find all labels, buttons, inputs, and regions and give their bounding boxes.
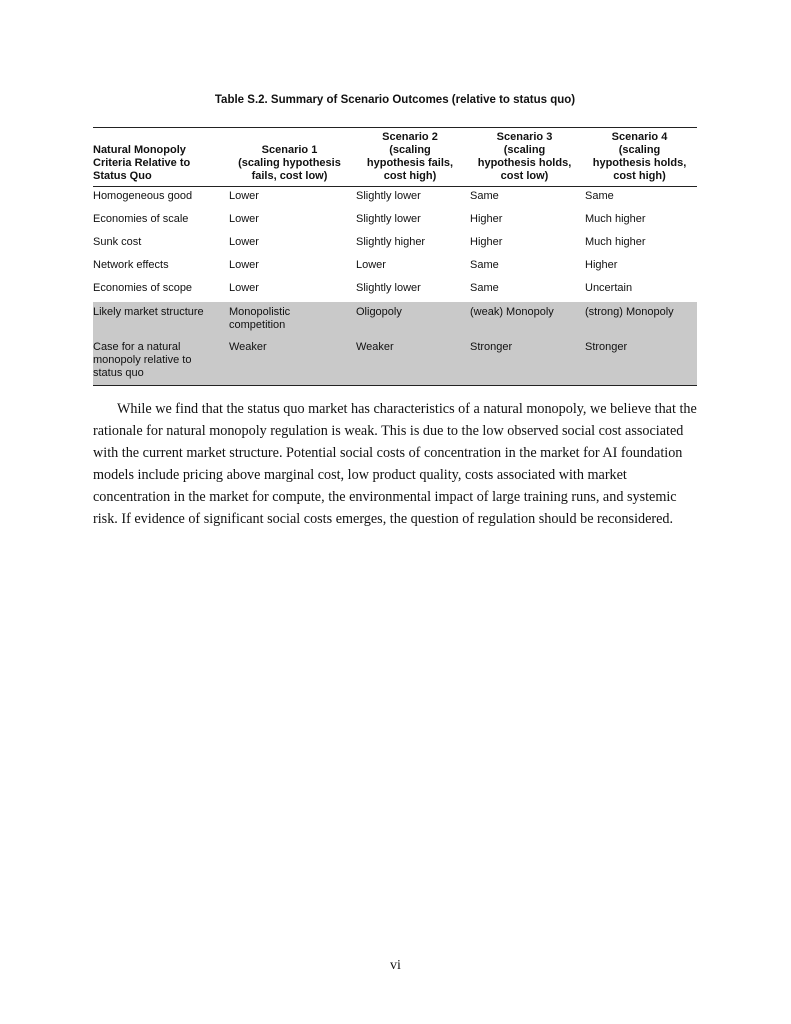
cell-scenario-4: Much higher (585, 236, 646, 248)
cell-scenario-1: Lower (229, 236, 259, 248)
cell-scenario-2: Slightly lower (356, 282, 421, 294)
cell-criterion: Network effects (93, 259, 169, 271)
cell-scenario-3: (weak) Monopoly (467, 302, 582, 337)
cell-scenario-2: Slightly lower (356, 190, 421, 202)
header-scenario-2: Scenario 2 (scaling hypothesis fails, cost high) (366, 131, 454, 182)
table-row (93, 210, 697, 233)
table-row (93, 279, 697, 302)
cell-scenario-4: (strong) Monopoly (582, 302, 697, 337)
cell-criterion: Case for a natural monopoly relative to status quo (93, 337, 226, 386)
table-row-shaded (93, 302, 697, 337)
cell-criterion: Homogeneous good (93, 190, 193, 202)
cell-scenario-3: Same (470, 259, 499, 271)
cell-scenario-4: Same (585, 190, 614, 202)
cell-scenario-3: Same (470, 190, 499, 202)
cell-scenario-3: Higher (470, 213, 503, 225)
cell-criterion: Economies of scale (93, 213, 189, 225)
header-scenario-1: Scenario 1 (scaling hypothesis fails, cost low) (238, 144, 341, 182)
cell-scenario-4: Stronger (582, 337, 697, 386)
cell-scenario-3: Higher (470, 236, 503, 248)
cell-scenario-2: Slightly higher (356, 236, 426, 248)
cell-scenario-3: Same (470, 282, 499, 294)
scenario-summary-table (93, 127, 697, 386)
cell-scenario-4: Uncertain (585, 282, 633, 294)
cell-scenario-1: Lower (229, 282, 259, 294)
header-criteria: Natural Monopoly Criteria Relative to Status Quo (93, 144, 191, 182)
table-row (93, 187, 697, 211)
header-scenario-4: Scenario 4 (scaling hypothesis holds, cost high) (592, 131, 687, 182)
cell-scenario-2: Oligopoly (353, 302, 467, 337)
cell-scenario-1: Lower (229, 190, 259, 202)
cell-criterion: Likely market structure (93, 302, 226, 337)
cell-scenario-2: Slightly lower (356, 213, 421, 225)
table-row (93, 233, 697, 256)
header-scenario-3: Scenario 3 (scaling hypothesis holds, cost low) (477, 131, 572, 182)
cell-scenario-1: Lower (229, 259, 259, 271)
cell-scenario-4: Higher (585, 259, 618, 271)
cell-scenario-2: Lower (356, 259, 386, 271)
table-header-row (93, 128, 697, 187)
cell-scenario-1: Lower (229, 213, 259, 225)
cell-scenario-4: Much higher (585, 213, 646, 225)
cell-criterion: Economies of scope (93, 282, 193, 294)
cell-scenario-1: Weaker (226, 337, 353, 386)
table-row (93, 256, 697, 279)
table-row-shaded (93, 337, 697, 386)
page-number: vi (390, 958, 401, 973)
cell-scenario-3: Stronger (467, 337, 582, 386)
body-paragraph: While we find that the status quo market has characteristics of a natural monopoly, we believe that the rationale for natural monopoly regulation is weak. This is due to the low observed social cost associated with the current market structure. Potential social costs of concentration in the market for AI foundation models include pricing above marginal cost, low product quality, costs associated with market concentration in the market for compute, the environmental impact of large training runs, and systemic risk. If evidence of significant social costs emerges, the question of regulation should be reconsidered. (93, 401, 697, 527)
cell-criterion: Sunk cost (93, 236, 142, 248)
table-title: Table S.2. Summary of Scenario Outcomes (relative to status quo) (214, 94, 576, 106)
cell-scenario-1: Monopolistic competition (226, 302, 353, 337)
cell-scenario-2: Weaker (353, 337, 467, 386)
